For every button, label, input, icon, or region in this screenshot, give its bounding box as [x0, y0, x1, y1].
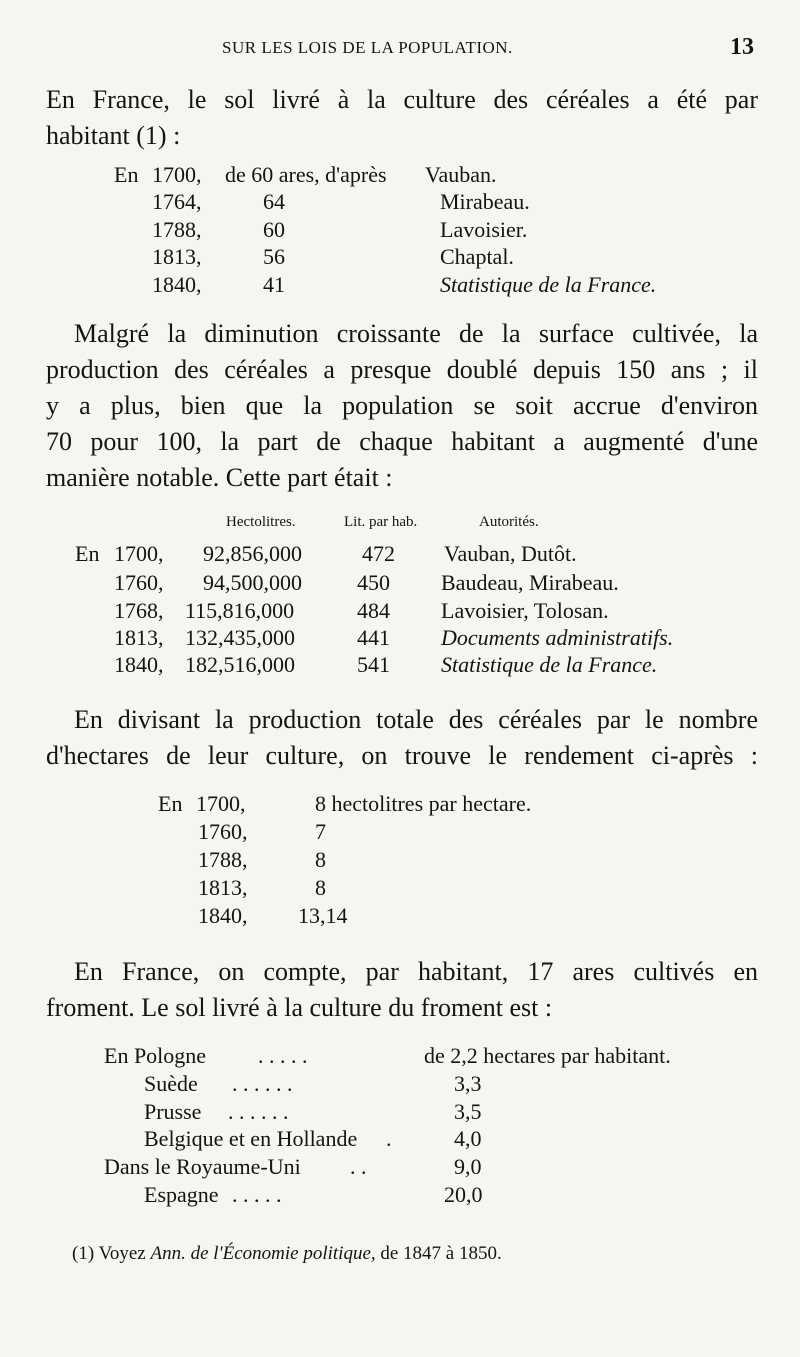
table-cell-source: Lavoisier.	[440, 217, 528, 242]
table-cell-year: 1700,	[114, 541, 164, 566]
table-cell-dots: . . . . . .	[228, 1099, 289, 1124]
table-cell-litres: 472	[362, 541, 395, 566]
table-cell-authority: Statistique de la France.	[441, 652, 658, 677]
table-cell-are: de 60 ares, d'après	[225, 162, 387, 187]
page-header	[0, 34, 800, 68]
table-cell-source: Chaptal.	[440, 244, 514, 269]
running-title: SUR LES LOIS DE LA POPULATION.	[222, 38, 513, 57]
text-line: En divisant la production totale des céréales par le nombre	[74, 705, 758, 734]
column-header: Lit. par hab.	[344, 514, 418, 530]
table-cell-year: 1788,	[152, 217, 202, 242]
footnote-mark: (1)	[72, 1243, 95, 1264]
footnote	[72, 1243, 502, 1265]
text-line: En France, le sol livré à la culture des céréales a été par	[46, 85, 758, 114]
paragraph-3	[46, 702, 758, 774]
paragraph-4	[46, 954, 758, 1026]
table-cell-authority: Lavoisier, Tolosan.	[441, 598, 609, 623]
paragraph-2	[46, 316, 758, 496]
table-cell-value: 8	[315, 875, 326, 900]
table-cell-hectolitres: 94,500,000	[203, 570, 302, 595]
table-cell-value: 3,5	[454, 1099, 482, 1124]
footnote-suffix: de 1847 à 1850.	[380, 1243, 502, 1264]
table-cell-source: Statistique de la France.	[440, 272, 657, 297]
table-cell-litres: 450	[357, 570, 390, 595]
text-line: d'hectares de leur culture, on trouve le rendement ci-après :	[46, 741, 758, 770]
table-cell-year: 1768,	[114, 598, 164, 623]
table-cell-lead: En	[75, 541, 100, 566]
table-cell-year: 1764,	[152, 189, 202, 214]
table-cell-year: 1700,	[152, 162, 202, 187]
table-cell-country: Espagne	[144, 1182, 219, 1207]
table-cell-hectolitres: 132,435,000	[185, 625, 295, 650]
table-cell-country: Prusse	[144, 1099, 202, 1124]
table-cell-are: 56	[263, 244, 285, 269]
table-cell-year: 1788,	[198, 847, 248, 872]
table-row: En	[114, 162, 139, 187]
table-cell-authority: Documents administratifs.	[441, 625, 674, 650]
table-cell-source: Mirabeau.	[440, 189, 530, 214]
table-cell-value: 20,0	[444, 1182, 483, 1207]
text-line: froment. Le sol livré à la culture du froment est :	[46, 993, 553, 1022]
table-cell-value: de 2,2 hectares par habitant.	[424, 1043, 671, 1068]
table-cell-dots: . . . . . .	[232, 1071, 293, 1096]
table-cell-country: Dans le Royaume-Uni	[104, 1154, 301, 1179]
table-cell-litres: 441	[357, 625, 390, 650]
text-line: manière notable. Cette part était :	[46, 463, 393, 492]
table-cell-lead: En	[158, 791, 183, 816]
table-cell-are: 64	[263, 189, 285, 214]
table-cell-year: 1840,	[114, 652, 164, 677]
table-cell-dots: . .	[350, 1154, 367, 1179]
table-cell-country: Suède	[144, 1071, 198, 1096]
table-cell-value: 4,0	[454, 1126, 482, 1151]
table-cell-value: 7	[315, 819, 326, 844]
table-cell-dots: .	[386, 1126, 392, 1151]
table-cell-value: 8 hectolitres par hectare.	[315, 791, 532, 816]
text-line: Malgré la diminution croissante de la surface cultivée, la	[74, 319, 758, 348]
footnote-reference: Ann. de l'Économie politique,	[150, 1243, 376, 1264]
table-cell-authority: Vauban, Dutôt.	[444, 541, 577, 566]
table-cell-dots: . . . . .	[258, 1043, 308, 1068]
table-cell-value: 9,0	[454, 1154, 482, 1179]
table-cell-are: 60	[263, 217, 285, 242]
footnote-prefix: Voyez	[98, 1243, 146, 1264]
table-cell-country: En Pologne	[104, 1043, 207, 1068]
table-cell-value: 3,3	[454, 1071, 482, 1096]
text-line: En France, on compte, par habitant, 17 ares cultivés en	[74, 957, 758, 986]
table-cell-country: Belgique et en Hollande	[144, 1126, 358, 1151]
text-line: habitant (1) :	[46, 121, 181, 150]
table-cell-hectolitres: 92,856,000	[203, 541, 302, 566]
table-cell-year: 1760,	[198, 819, 248, 844]
table-cell-hectolitres: 182,516,000	[185, 652, 295, 677]
text-line: y a plus, bien que la population se soit accrue d'environ	[46, 391, 758, 420]
table-cell-year: 1760,	[114, 570, 164, 595]
page-number: 13	[730, 34, 754, 60]
table-cell-year: 1813,	[114, 625, 164, 650]
table-cell-value: 13,14	[298, 903, 348, 928]
table-cell-year: 1813,	[152, 244, 202, 269]
table-cell-litres: 541	[357, 652, 390, 677]
column-header: Hectolitres.	[226, 514, 296, 530]
table-cell-year: 1840,	[152, 272, 202, 297]
text-line: 70 pour 100, la part de chaque habitant a augmenté d'une	[46, 427, 758, 456]
table-cell-year: 1700,	[196, 791, 246, 816]
table-cell-source: Vauban.	[425, 162, 497, 187]
paragraph-1	[46, 82, 758, 154]
text-line: production des céréales a presque doublé depuis 150 ans ; il	[46, 355, 758, 384]
table-cell-litres: 484	[357, 598, 390, 623]
table-cell-hectolitres: 115,816,000	[185, 598, 295, 623]
table-cell-year: 1840,	[198, 903, 248, 928]
table-cell-dots: . . . . .	[232, 1182, 282, 1207]
table-cell-value: 8	[315, 847, 326, 872]
table-cell-year: 1813,	[198, 875, 248, 900]
table-cell-are: 41	[263, 272, 285, 297]
table-cell-authority: Baudeau, Mirabeau.	[441, 570, 619, 595]
column-header: Autorités.	[479, 514, 539, 530]
